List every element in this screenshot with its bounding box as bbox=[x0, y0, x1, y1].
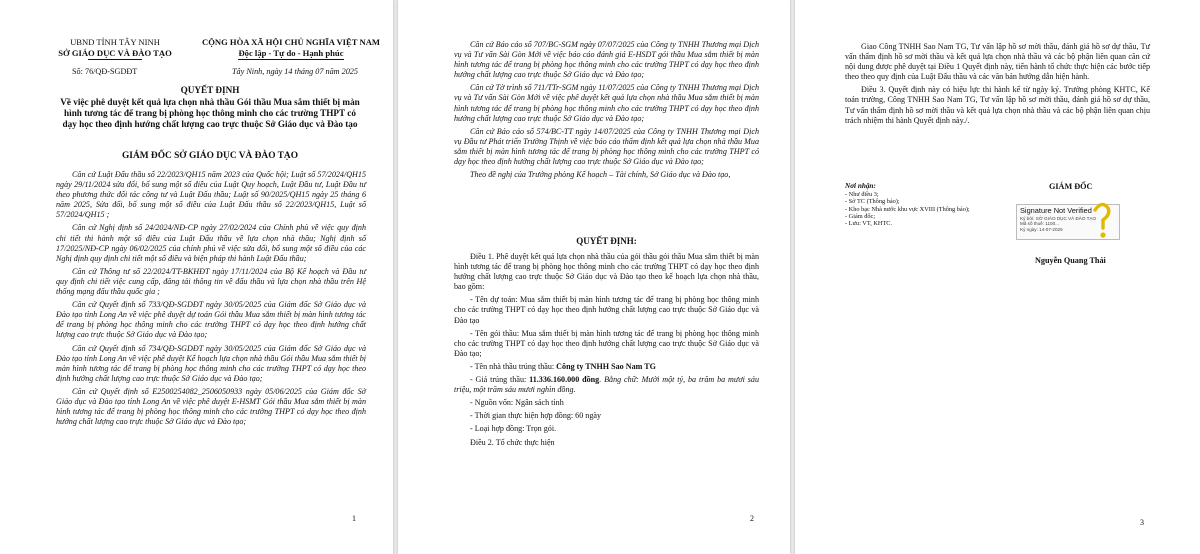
price-in-words: . Bằng chữ: Mười một tỷ, ba trăm ba mươi sáu triệu, một trăm sáu mươi nghìn đồng. bbox=[454, 375, 759, 395]
decision-articles bbox=[454, 252, 759, 451]
legal-basis-paragraph: Căn cứ Quyết định số 733/QĐ-SGDĐT ngày 30/05/2025 của Giám đốc Sở Giáo dục và Đào tạo tỉnh Long An về việc phê duyệt dự toán Gói thầu Mua sắm thiết bị màn hình tương tác để trang bị phòng học thông minh cho các trường THPT có dạy học theo định hướng chất lượng cao trực thuộc Sở Giáo dục và Đào tạo; bbox=[56, 300, 366, 340]
winner-line bbox=[454, 362, 759, 372]
recipients-title: Nơi nhận: bbox=[845, 182, 876, 190]
page-number: 3 bbox=[1140, 518, 1144, 527]
legal-basis-paragraph: Căn cứ Quyết định số 734/QĐ-SGDĐT ngày 30/05/2025 của Giám đốc Sở Giáo dục và Đào tạo tỉnh Long An về việc phê duyệt Kế hoạch lựa chọn nhà thầu Gói thầu Mua sắm thiết bị màn hình tương tác để trang bị phòng học thông minh cho các trường THPT có dạy học theo định hướng chất lượng cao trực thuộc Sở Giáo dục và Đào tạo; bbox=[56, 343, 366, 383]
document-type: QUYẾT ĐỊNH bbox=[180, 85, 240, 95]
nation-line-1: CỘNG HÒA XÃ HỘI CHỦ NGHĨA VIỆT NAM bbox=[201, 37, 381, 47]
legal-basis-paragraph: Căn cứ Báo cáo số 574/BC-TT ngày 14/07/2025 của Công ty TNHH Thương mại Dịch vụ Đầu tư Phát triển Trường Thịnh về việc báo cáo thẩm định kết quả lựa chọn nhà thầu Mua sắm thiết bị màn hình tương tác để trang bị phòng học thông minh cho các trường THPT có dạy học theo định hướng chất lượng cao trực thuộc Sở Giáo dục và Đào tạo; bbox=[454, 126, 759, 167]
winner-label: - Tên nhà thầu trúng thầu: bbox=[470, 361, 557, 371]
agency-line-2: SỞ GIÁO DỤC VÀ ĐÀO TẠO bbox=[58, 48, 172, 58]
signer-title: GIÁM ĐỐC bbox=[1049, 182, 1093, 191]
decision-heading: QUYẾT ĐỊNH: bbox=[576, 236, 637, 246]
document-date: Tây Ninh, ngày 14 tháng 07 năm 2025 bbox=[232, 67, 358, 76]
motto-underline bbox=[238, 59, 344, 60]
signature-detail-line: Ký ngày: 14-07-2025 bbox=[1020, 226, 1063, 232]
document-number: Số: 76/QĐ-SGDĐT bbox=[72, 67, 138, 76]
agency-line-1: UBND TỈNH TÂY NINH bbox=[70, 37, 160, 47]
package-name: - Tên gói thầu: Mua sắm thiết bị màn hình tương tác để trang bị phòng học thông minh cho các trường THPT có dạy học theo định hướng chất lượng cao trực thuộc Sở Giáo dục và Đào tạo; bbox=[454, 328, 759, 358]
document-page-1 bbox=[0, 0, 393, 554]
issuing-authority: GIÁM ĐỐC SỞ GIÁO DỤC VÀ ĐÀO TẠO bbox=[122, 151, 298, 161]
price-line bbox=[454, 375, 759, 395]
legal-basis-paragraph: Căn cứ Tờ trình số 711/TTr-SGM ngày 11/07/2025 của Công ty TNHH Thương mại Dịch vụ và Tư vấn Sài Gòn Mới về việc phê duyệt kết quả lựa chọn nhà thầu Mua sắm thiết bị màn hình tương tác để trang bị phòng học thông minh cho các trường THPT có dạy học theo định hướng chất lượng cao trực thuộc Sở Giáo dục và Đào tạo; bbox=[454, 83, 759, 123]
recipient-item: - Lưu: VT, KHTC. bbox=[845, 220, 893, 228]
contract-duration: - Thời gian thực hiện hợp đồng: 60 ngày bbox=[470, 411, 602, 421]
legal-basis-paragraph: Căn cứ Quyết định số E2500254082_2506050933 ngày 05/06/2025 của Giám đốc Sở Giáo dục và Đào tạo tỉnh Long An về việc phê duyệt E-HSMT Gói thầu Mua sắm thiết bị màn hình tương tác để trang bị phòng học thông minh cho các trường THPT có dạy học theo định hướng chất lượng cao trực thuộc Sở Giáo dục và Đào tạo; bbox=[56, 386, 366, 427]
price-label: - Giá trúng thầu: bbox=[470, 375, 530, 385]
article-1: Điều 1. Phê duyệt kết quả lựa chọn nhà thầu của gói thầu gói thầu Mua sắm thiết bị màn hình tương tác để trang bị phòng học thông minh cho các trường THPT có dạy học theo định hướng chất lượng cao trực thuộc Sở Giáo dục và Đào tạo theo kế hoạch lựa chọn nhà thầu, bao gồm: bbox=[454, 252, 759, 292]
article-3: Điều 3. Quyết định này có hiệu lực thi hành kể từ ngày ký. Trưởng phòng KHTC, Kế toán trường, Công TNHH Sao Nam TG, Tư vấn lập hồ sơ mời thầu, đánh giá hồ sơ dự thầu, Tư vấn thẩm định hồ sơ mời thầu và kết quả lựa chọn nhà thầu và các bộ phận liên quan chịu trách nhiệm thi hành Quyết định này./. bbox=[845, 85, 1150, 125]
recipient-item: - Kho bạc Nhà nước khu vực XVIII (Thông báo); bbox=[845, 205, 970, 213]
legal-basis-paragraph: Căn cứ Luật Đấu thầu số 22/2023/QH15 năm 2023 của Quốc hội; Luật số 57/2024/QH15 ngày 29/11/2024 sửa đổi, bổ sung một số điều của Luật Quy hoạch, Luật Đầu tư, Luật Đầu tư theo phương thức đối tác công tư và Luật Đấu thầu; Luật số 90/2025/QH15 ngày 25 tháng 6 năm 2025, Sửa đổi, bổ sung một số điều của Luật Đấu thầu số 22/2023/QH15, Luật số 57/2024/QH15 ; bbox=[56, 170, 366, 220]
funding-source: - Nguồn vốn: Ngân sách tỉnh bbox=[470, 398, 564, 408]
recipient-item: - Như điều 3; bbox=[845, 191, 879, 198]
implementation-paragraph: Giao Công TNHH Sao Nam TG, Tư vấn lập hồ sơ mời thầu, đánh giá hồ sơ dự thầu, Tư vấn thẩm định hồ sơ mời thầu và kết quả lựa chọn nhà thầu và các bộ phận liên quan căn cứ nội dung được phê duyệt tại Điều 1 Quyết định này, tiến hành tổ chức thực hiện các bước tiếp theo theo quy định của Luật Đấu thầu và các văn bản hướng dẫn hiện hành. bbox=[845, 42, 1150, 82]
signature-detail-line: Mã số thuế: 1100... bbox=[1020, 221, 1059, 227]
signature-details bbox=[1020, 216, 1096, 232]
national-motto bbox=[196, 37, 386, 59]
signature-check-icon bbox=[1091, 200, 1113, 240]
recipient-item: - Sở TC (Thông báo); bbox=[845, 198, 900, 206]
legal-basis-paragraph: Căn cứ Thông tư số 22/2024/TT-BKHĐT ngày 17/11/2024 của Bộ Kế hoạch và Đầu tư quy định chi tiết việc cung cấp, đăng tải thông tin về đấu thầu và lựa chọn nhà thầu trên Hệ thống mạng đấu thầu quốc gia ; bbox=[56, 266, 366, 297]
agency-underline bbox=[88, 59, 142, 60]
winning-price: 11.336.160.000 đồng bbox=[529, 375, 600, 385]
signature-detail-line: Ký bởi: SỞ GIÁO DỤC VÀ ĐÀO TẠO bbox=[1020, 216, 1097, 221]
legal-basis-paragraph: Theo đề nghị của Trưởng phòng Kế hoạch – Tài chính, Sở Giáo dục và Đào tạo, bbox=[470, 170, 731, 180]
nation-line-2: Độc lập - Tự do - Hạnh phúc bbox=[238, 48, 344, 58]
signer-name: Nguyễn Quang Thái bbox=[1035, 256, 1106, 265]
document-page-2 bbox=[398, 0, 790, 554]
recipients-block bbox=[845, 182, 1010, 227]
recipient-item: - Giám đốc; bbox=[845, 212, 876, 220]
legal-basis-paragraph: Căn cứ Nghị định số 24/2024/NĐ-CP ngày 27/02/2024 của Chính phủ về việc quy định chi tiết thi hành một số điều của Luật Đấu thầu về lựa chọn nhà thầu; Nghị định số 17/2025/NĐ-CP ngày 06/02/2025 của chính phủ về việc sửa đổi, bổ sung một số điều của các Nghị định quy định chi tiết một số điều và biện pháp thi hành Luật Đấu thầu; bbox=[56, 223, 366, 263]
legal-basis-list-continued bbox=[454, 40, 759, 183]
article-2-body bbox=[845, 42, 1150, 129]
page-number: 2 bbox=[750, 514, 754, 523]
winner-name: Công ty TNHH Sao Nam TG bbox=[556, 361, 656, 371]
legal-basis-paragraph: Căn cứ Báo cáo số 707/BC-SGM ngày 07/07/2025 của Công ty TNHH Thương mại Dịch vụ và Tư vấn Sài Gòn Mới về việc báo cáo đánh giá E-HSDT gói thầu Mua sắm thiết bị màn hình tương tác để trang bị phòng học thông minh cho các trường THPT có dạy học theo định hướng chất lượng cao trực thuộc Sở Giáo dục và Đào tạo; bbox=[454, 40, 759, 80]
legal-basis-list bbox=[56, 170, 366, 430]
article-2-heading: Điều 2. Tổ chức thực hiện bbox=[470, 437, 555, 447]
signature-status: Signature Not Verified bbox=[1020, 206, 1092, 215]
contract-type: - Loại hợp đồng: Trọn gói. bbox=[470, 424, 557, 434]
document-subject: Về việc phê duyệt kết quả lựa chọn nhà thầu Gói thầu Mua sắm thiết bị màn hình tương tác để trang bị phòng học thông minh cho các trường THPT có dạy học theo định hướng chất lượng cao trực thuộc Sở Giáo dục và Đào tạo bbox=[60, 97, 360, 130]
page-number: 1 bbox=[352, 514, 356, 523]
project-name: - Tên dự toán: Mua sắm thiết bị màn hình tương tác để trang bị phòng học thông minh cho các trường THPT có dạy học theo định hướng chất lượng cao trực thuộc Sở Giáo dục và Đào tạo bbox=[454, 295, 759, 325]
document-page-3 bbox=[795, 0, 1200, 554]
issuing-agency bbox=[40, 37, 190, 59]
